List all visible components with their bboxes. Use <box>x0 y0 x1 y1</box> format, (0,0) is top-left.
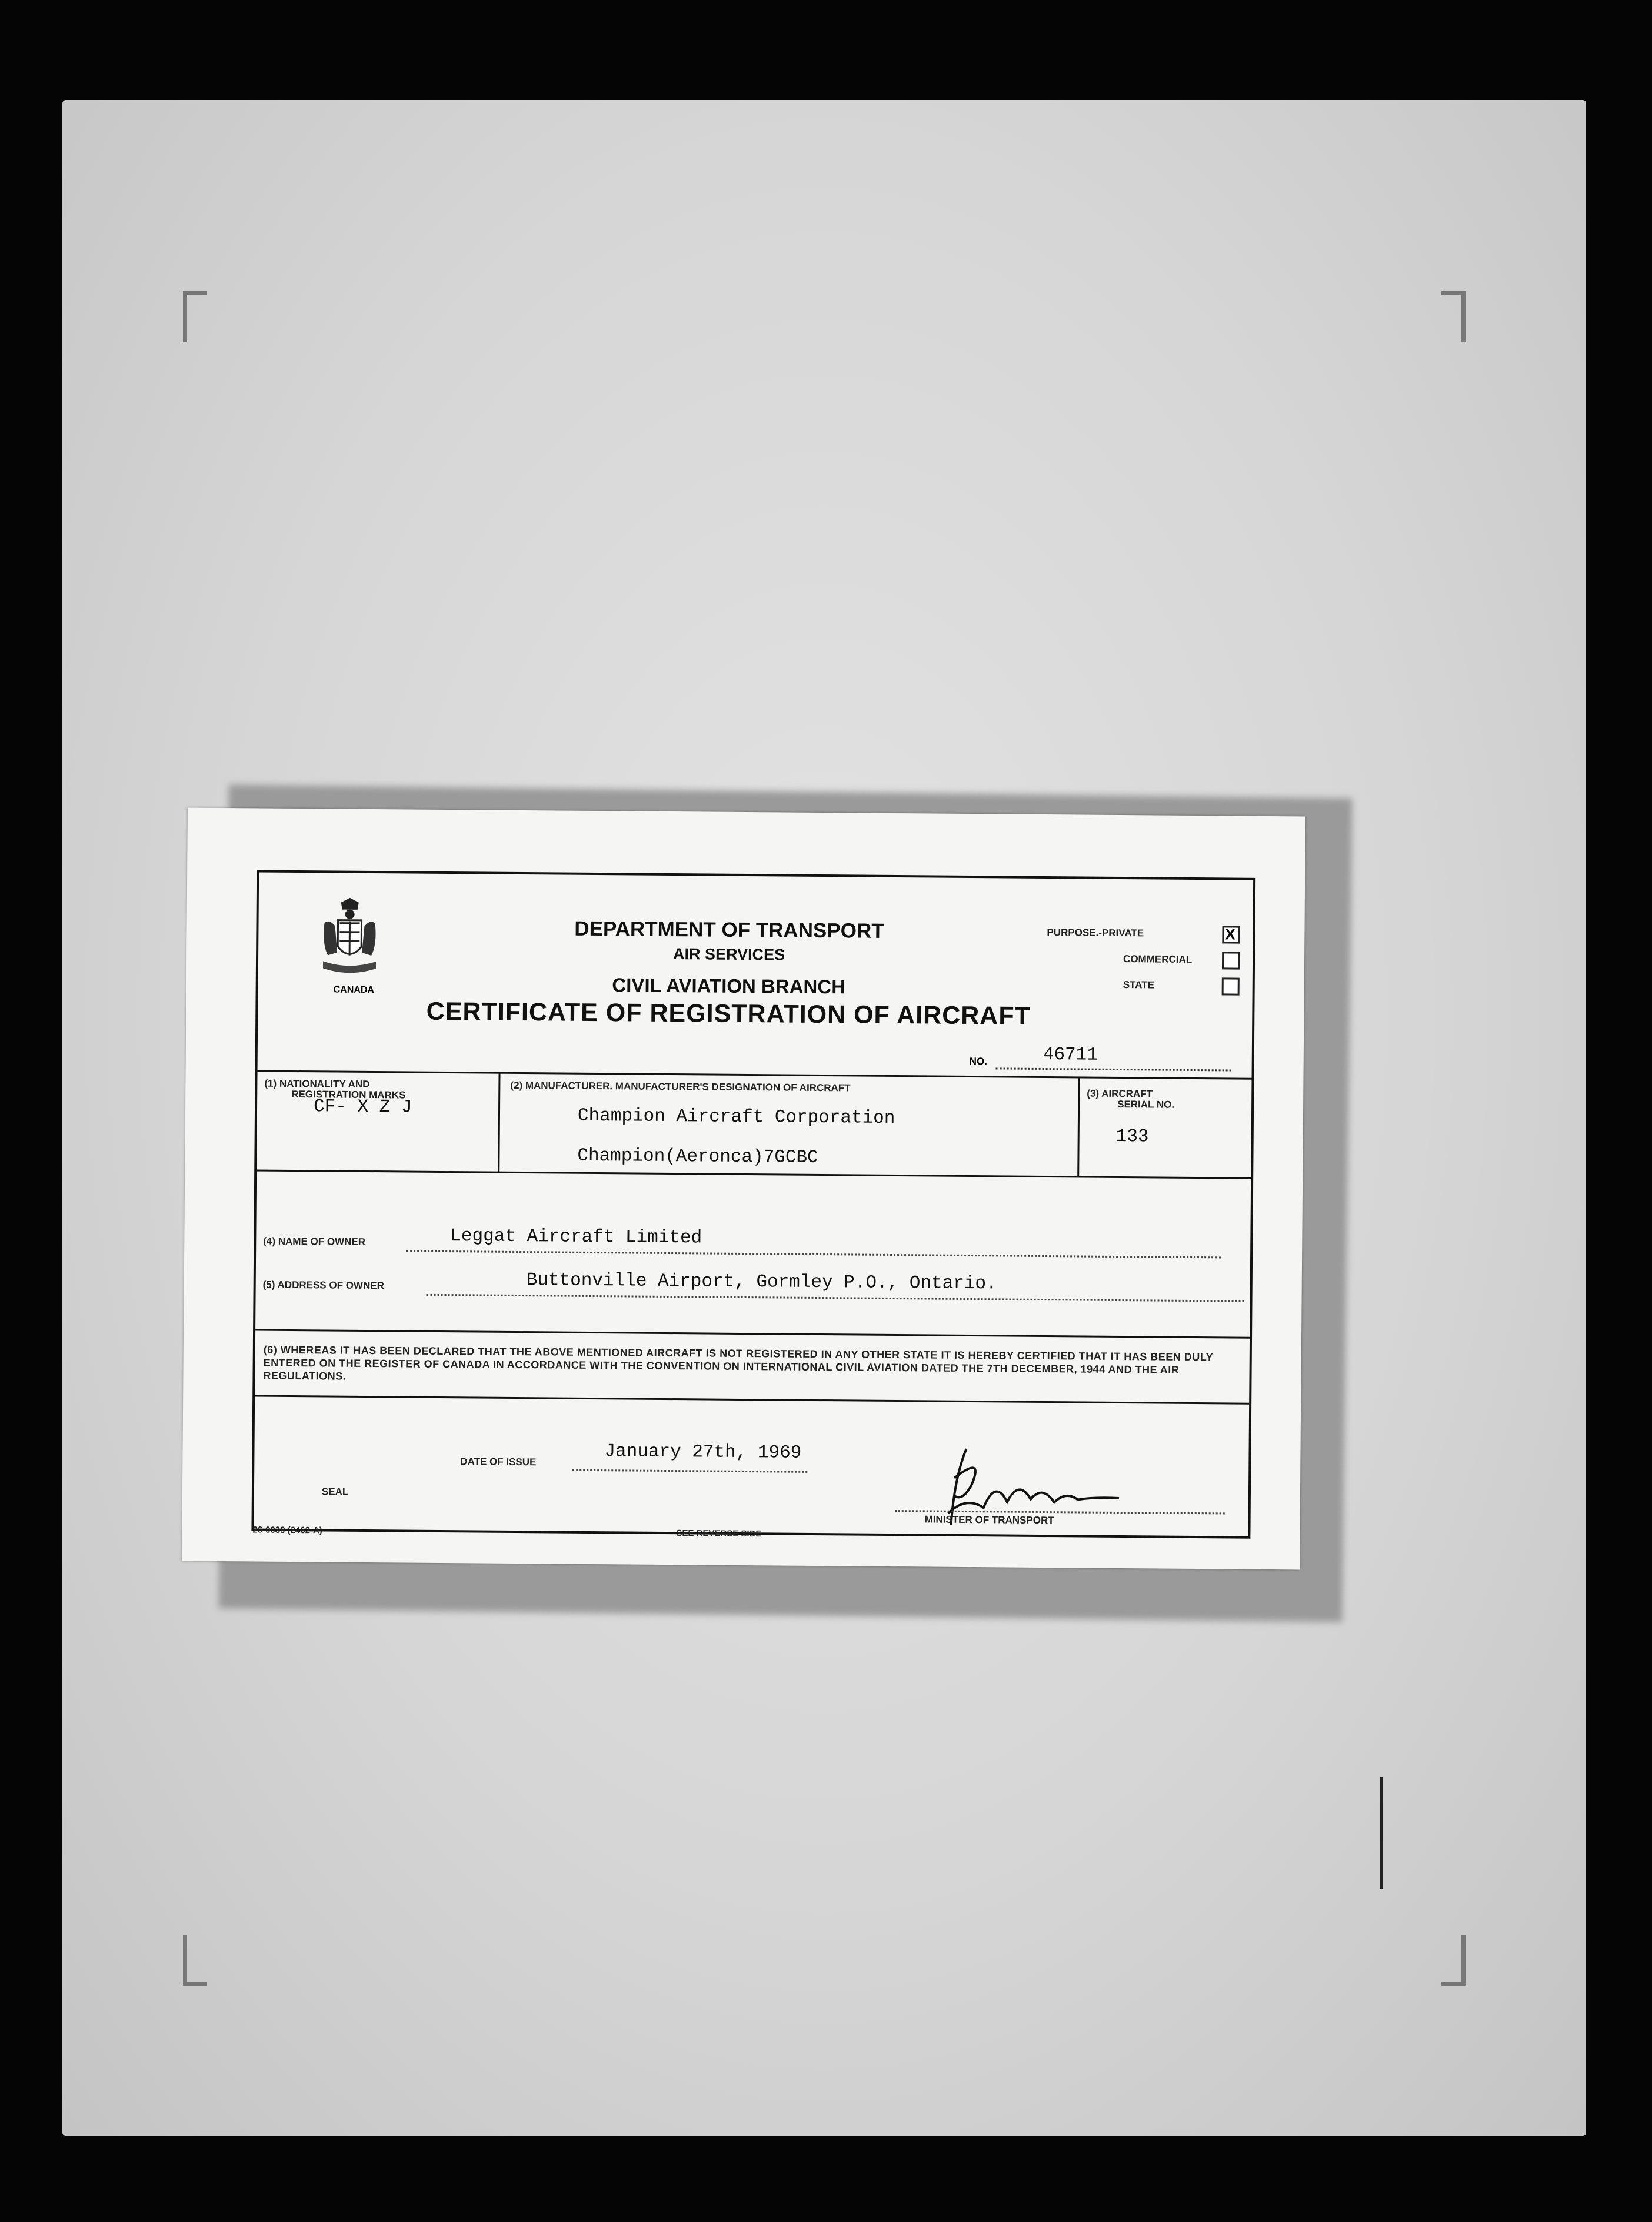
owner-name-line <box>406 1250 1221 1258</box>
owner-address: Buttonville Airport, Gormley P.O., Ontario. <box>526 1270 997 1295</box>
purpose-private-label: PURPOSE.-PRIVATE <box>1047 927 1144 939</box>
field5-label: (5) ADDRESS OF OWNER <box>262 1279 384 1292</box>
number-label: NO. <box>969 1056 988 1067</box>
divider-col1 <box>498 1072 500 1172</box>
divider-fields <box>257 1169 1251 1179</box>
owner-name: Leggat Aircraft Limited <box>450 1226 702 1249</box>
state-checkbox <box>1222 977 1240 995</box>
commercial-checkbox <box>1222 952 1240 969</box>
number-line <box>996 1067 1231 1071</box>
certificate-frame <box>251 870 1255 1538</box>
owner-address-line <box>427 1294 1244 1302</box>
purpose-state-label: STATE <box>1123 979 1155 991</box>
field3-label-2: SERIAL NO. <box>1117 1098 1175 1110</box>
private-check-mark: X <box>1225 925 1235 943</box>
margin-tick <box>1380 1777 1383 1889</box>
crop-mark-bottom-left <box>183 1935 207 1986</box>
private-checkbox <box>1222 926 1240 943</box>
seal-label: SEAL <box>321 1486 349 1498</box>
branch-title: CIVIL AVIATION BRANCH <box>612 974 846 998</box>
field1-label-2: REGISTRATION MARKS <box>291 1088 406 1101</box>
divider-date <box>255 1395 1249 1404</box>
crop-mark-bottom-right <box>1441 1935 1466 1986</box>
crest-label: CANADA <box>333 984 375 996</box>
signature-label: MINISTER OF TRANSPORT <box>924 1514 1054 1526</box>
certificate-number: 46711 <box>1043 1044 1098 1066</box>
date-line <box>572 1469 807 1473</box>
field3-label-1: (3) AIRCRAFT <box>1087 1087 1153 1100</box>
certification-statement: (6) WHEREAS IT HAS BEEN DECLARED THAT THE ABOVE MENTIONED AIRCRAFT IS NOT REGISTERED IN ANY OTHER STATE IT IS HEREBY CERTIFIED THAT IT HAS BEEN DULY ENTERED ON THE REGISTER OF CANADA IN ACCORDANCE WITH THE CONVENTION ON INTERNATIONAL CIVIL AVIATION DATED THE 7TH DECEMBER, 1944 AND THE AIR REGULATIONS. <box>263 1343 1213 1382</box>
field1-label-1: (1) NATIONALITY AND <box>264 1077 370 1090</box>
serial-number: 133 <box>1115 1126 1149 1147</box>
divider-cert <box>255 1329 1250 1338</box>
certificate-title: CERTIFICATE OF REGISTRATION OF AIRCRAFT <box>426 997 1031 1030</box>
service-title: AIR SERVICES <box>672 945 785 964</box>
registration-certificate <box>182 808 1305 1570</box>
purpose-commercial-label: COMMERCIAL <box>1123 953 1193 965</box>
department-title: DEPARTMENT OF TRANSPORT <box>574 917 884 943</box>
date-of-issue-label: DATE OF ISSUE <box>460 1456 537 1468</box>
divider-top <box>258 1070 1252 1080</box>
crop-mark-top-left <box>183 291 207 342</box>
form-number: 26-0039 (2462-A) <box>252 1525 322 1536</box>
date-of-issue: January 27th, 1969 <box>604 1441 802 1463</box>
aircraft-designation: Champion(Aeronca)7GCBC <box>577 1145 818 1168</box>
divider-col2 <box>1077 1076 1080 1176</box>
crop-mark-top-right <box>1441 291 1466 342</box>
manufacturer-name: Champion Aircraft Corporation <box>577 1105 895 1129</box>
field4-label: (4) NAME OF OWNER <box>263 1235 366 1248</box>
field2-label: (2) MANUFACTURER. MANUFACTURER'S DESIGNATION OF AIRCRAFT <box>510 1079 851 1094</box>
registration-marks: CF- X Z J <box>313 1096 412 1118</box>
reverse-side-note: SEE REVERSE SIDE <box>676 1528 762 1539</box>
coat-of-arms-icon <box>317 896 382 985</box>
